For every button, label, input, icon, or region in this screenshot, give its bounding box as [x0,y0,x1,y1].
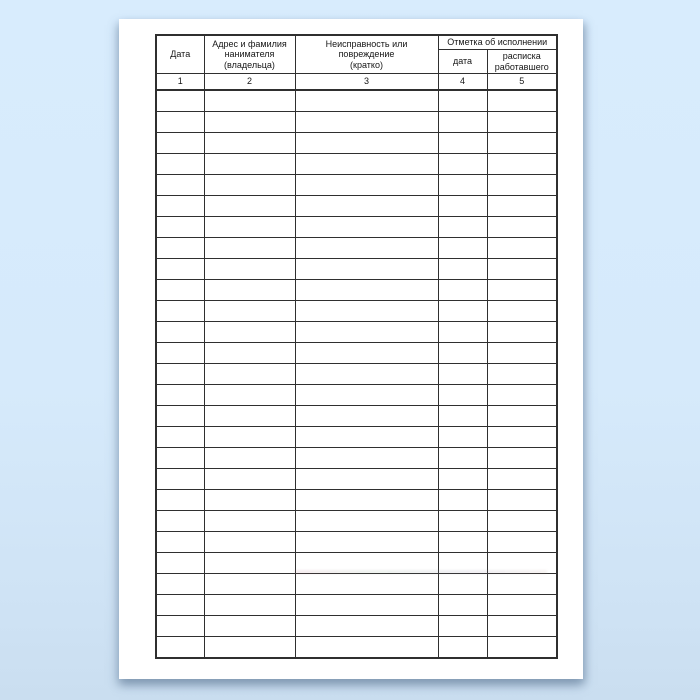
empty-row [156,490,557,511]
col-header-worker-signature: расписка работавшего [487,50,557,74]
empty-row [156,511,557,532]
empty-row [156,112,557,133]
empty-cell [204,343,295,364]
empty-row [156,154,557,175]
empty-cell [156,196,204,217]
empty-row [156,217,557,238]
empty-cell [438,259,487,280]
empty-cell [156,553,204,574]
empty-cell [438,616,487,637]
empty-cell [438,175,487,196]
empty-cell [156,532,204,553]
col-group-header-completion: Отметка об исполнении [438,35,557,50]
empty-cell [295,490,438,511]
paper-sheet [119,19,583,679]
empty-row [156,574,557,595]
empty-cell [204,406,295,427]
empty-cell [487,427,557,448]
empty-cell [438,511,487,532]
column-number-5: 5 [487,74,557,91]
empty-cell [438,448,487,469]
empty-row [156,469,557,490]
empty-cell [204,385,295,406]
empty-cell [156,133,204,154]
empty-cell [204,574,295,595]
empty-cell [487,112,557,133]
empty-cell [156,112,204,133]
empty-row [156,553,557,574]
empty-cell [204,616,295,637]
empty-row [156,259,557,280]
empty-cell [487,448,557,469]
empty-cell [204,364,295,385]
empty-row [156,448,557,469]
empty-cell [295,322,438,343]
empty-cell [438,112,487,133]
empty-cell [204,427,295,448]
column-number-2: 2 [204,74,295,91]
col-header-date [156,35,204,74]
empty-cell [204,259,295,280]
empty-cell [156,448,204,469]
empty-cell [295,196,438,217]
repair-log-table [155,34,558,659]
empty-cell [487,469,557,490]
empty-cell [204,637,295,659]
empty-row [156,406,557,427]
empty-cell [438,553,487,574]
empty-cell [156,469,204,490]
empty-cell [156,637,204,659]
empty-cell [156,154,204,175]
empty-cell [295,511,438,532]
empty-cell [156,364,204,385]
empty-cell [438,574,487,595]
empty-cell [487,322,557,343]
empty-row [156,637,557,659]
empty-cell [295,553,438,574]
empty-cell [156,322,204,343]
empty-cell [156,343,204,364]
empty-cell [487,343,557,364]
empty-cell [295,90,438,112]
empty-cell [487,154,557,175]
empty-row [156,364,557,385]
empty-cell [438,322,487,343]
empty-cell [204,238,295,259]
empty-cell [204,532,295,553]
empty-cell [204,595,295,616]
empty-cell [438,154,487,175]
empty-row [156,280,557,301]
empty-cell [487,280,557,301]
empty-cell [295,217,438,238]
empty-cell [487,90,557,112]
table-body [156,90,557,658]
column-number-1: 1 [156,74,204,91]
empty-cell [204,217,295,238]
empty-cell [156,595,204,616]
empty-cell [295,616,438,637]
empty-cell [487,595,557,616]
column-number-3: 3 [295,74,438,91]
empty-cell [487,238,557,259]
empty-cell [156,217,204,238]
empty-cell [487,364,557,385]
header-row-top [156,35,557,50]
empty-cell [295,532,438,553]
empty-cell [487,196,557,217]
empty-cell [438,196,487,217]
empty-cell [204,112,295,133]
empty-cell [438,532,487,553]
empty-cell [156,238,204,259]
empty-row [156,343,557,364]
empty-cell [156,301,204,322]
empty-cell [204,511,295,532]
empty-row [156,616,557,637]
empty-cell [295,448,438,469]
empty-cell [295,364,438,385]
empty-cell [295,238,438,259]
column-number-4: 4 [438,74,487,91]
empty-cell [487,301,557,322]
empty-row [156,595,557,616]
empty-cell [295,175,438,196]
empty-row [156,196,557,217]
empty-cell [204,175,295,196]
empty-row [156,532,557,553]
empty-cell [438,217,487,238]
empty-cell [204,301,295,322]
empty-cell [438,301,487,322]
empty-cell [204,90,295,112]
empty-cell [487,175,557,196]
empty-cell [295,427,438,448]
empty-cell [487,553,557,574]
empty-cell [295,385,438,406]
empty-cell [156,280,204,301]
col-header-date-label: Дата [170,49,191,60]
col-header-completion-date: дата [438,50,487,74]
empty-row [156,238,557,259]
empty-cell [487,637,557,659]
empty-cell [438,280,487,301]
empty-row [156,385,557,406]
empty-cell [295,469,438,490]
empty-cell [204,490,295,511]
empty-cell [295,280,438,301]
empty-cell [295,406,438,427]
empty-cell [487,616,557,637]
empty-cell [438,490,487,511]
empty-cell [487,217,557,238]
empty-cell [438,637,487,659]
empty-cell [487,490,557,511]
empty-cell [295,154,438,175]
empty-row [156,90,557,112]
empty-cell [438,595,487,616]
empty-cell [204,196,295,217]
column-number-row [156,74,557,91]
empty-cell [438,133,487,154]
empty-cell [156,406,204,427]
empty-cell [295,133,438,154]
empty-cell [487,511,557,532]
empty-cell [156,259,204,280]
empty-cell [438,90,487,112]
empty-cell [156,90,204,112]
empty-cell [487,259,557,280]
empty-row [156,427,557,448]
empty-cell [487,406,557,427]
empty-cell [156,175,204,196]
empty-cell [156,385,204,406]
empty-cell [295,637,438,659]
empty-cell [487,133,557,154]
empty-cell [204,322,295,343]
empty-cell [156,427,204,448]
empty-cell [295,301,438,322]
empty-cell [204,448,295,469]
empty-cell [295,343,438,364]
empty-cell [204,154,295,175]
empty-cell [295,595,438,616]
empty-cell [438,406,487,427]
empty-cell [295,574,438,595]
empty-cell [204,553,295,574]
empty-cell [487,574,557,595]
empty-cell [438,385,487,406]
empty-cell [156,574,204,595]
col-header-malfunction: Неисправность или повреждение (кратко) [295,35,438,74]
empty-cell [204,133,295,154]
empty-cell [204,280,295,301]
empty-cell [438,364,487,385]
empty-cell [438,469,487,490]
empty-row [156,322,557,343]
empty-cell [295,259,438,280]
empty-cell [204,469,295,490]
empty-row [156,175,557,196]
col-header-address-owner: Адрес и фамилия нанимателя (владельца) [204,35,295,74]
empty-row [156,133,557,154]
empty-cell [156,490,204,511]
empty-cell [295,112,438,133]
empty-cell [438,238,487,259]
empty-cell [487,385,557,406]
empty-cell [156,511,204,532]
table-header [156,35,557,90]
empty-cell [438,427,487,448]
empty-cell [156,616,204,637]
empty-cell [487,532,557,553]
empty-cell [438,343,487,364]
empty-row [156,301,557,322]
